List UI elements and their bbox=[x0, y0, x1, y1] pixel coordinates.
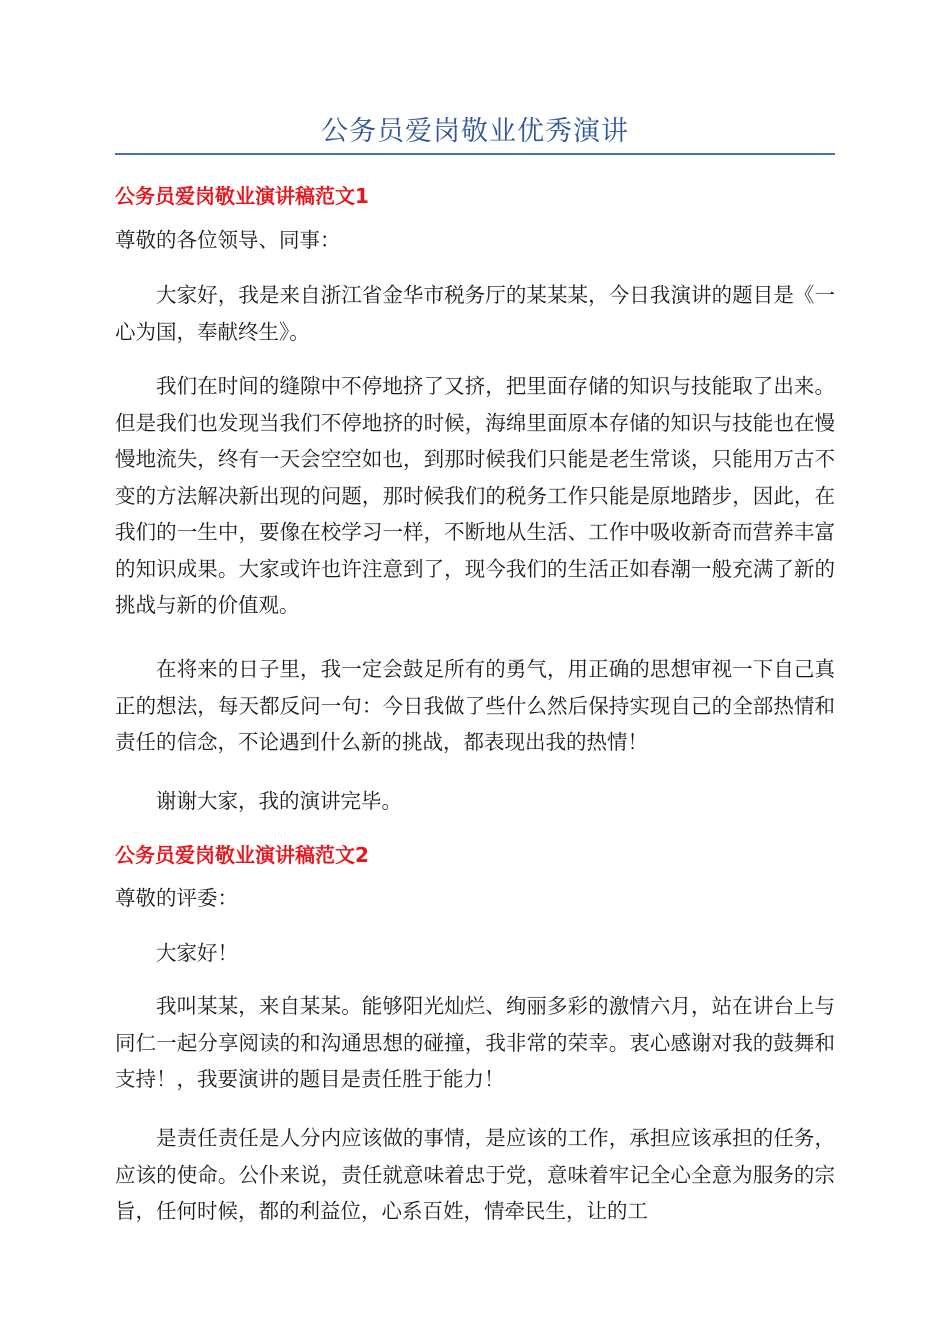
section-2-heading: 公务员爱岗敬业演讲稿范文2 bbox=[115, 843, 369, 867]
section-2-paragraph-2: 是责任责任是人分内应该做的事情，是应该的工作，承担应该承担的任务，应该的使命。公仆来说，责任就意味着忠于党，意味着牢记全心全意为服务的宗旨，任何时候，都的利益位，心系百姓，情牵民生，让的工 bbox=[115, 1126, 835, 1223]
section-1-paragraph-2: 我们在时间的缝隙中不停地挤了又挤，把里面存储的知识与技能取了出来。但是我们也发现当我们不停地挤的时候，海绵里面原本存储的知识与技能也在慢慢地流失，终有一天会空空如也，到那时候我们只能是老生常谈，只能用万古不变的方法解决新出现的问题，那时候我们的税务工作只能是原地踏步，因此，在我们的一生中，要像在校学习一样，不断地从生活、工作中吸收新奇而营养丰富的知识成果。大家或许也许注意到了，现今我们的生活正如春潮一般充满了新的挑战与新的价值观。 bbox=[115, 374, 835, 617]
section-1-salutation: 尊敬的各位领导、同事： bbox=[115, 228, 341, 252]
section-1-heading: 公务员爱岗敬业演讲稿范文1 bbox=[115, 184, 369, 208]
section-1-paragraph-3: 在将来的日子里，我一定会鼓足所有的勇气，用正确的思想审视一下自己真正的想法，每天都反问一句：今日我做了些什么然后保持实现自己的全部热情和责任的信念，不论遇到什么新的挑战，都表现出我的热情！ bbox=[115, 657, 835, 754]
section-1-paragraph-1: 大家好，我是来自浙江省金华市税务厅的某某某，今日我演讲的题目是《一心为国，奉献终生》。 bbox=[115, 283, 835, 344]
title-underline bbox=[115, 153, 835, 155]
document-title: 公务员爱岗敬业优秀演讲 bbox=[321, 116, 629, 147]
section-1-closing: 谢谢大家，我的演讲完毕。 bbox=[156, 789, 402, 813]
section-2-salutation: 尊敬的评委： bbox=[115, 886, 238, 910]
section-2-greeting: 大家好！ bbox=[156, 941, 238, 965]
section-2-paragraph-1: 我叫某某，来自某某。能够阳光灿烂、绚丽多彩的激情六月，站在讲台上与同仁一起分享阅读的和沟通思想的碰撞，我非常的荣幸。衷心感谢对我的鼓舞和支持！，我要演讲的题目是责任胜于能力！ bbox=[115, 994, 835, 1091]
